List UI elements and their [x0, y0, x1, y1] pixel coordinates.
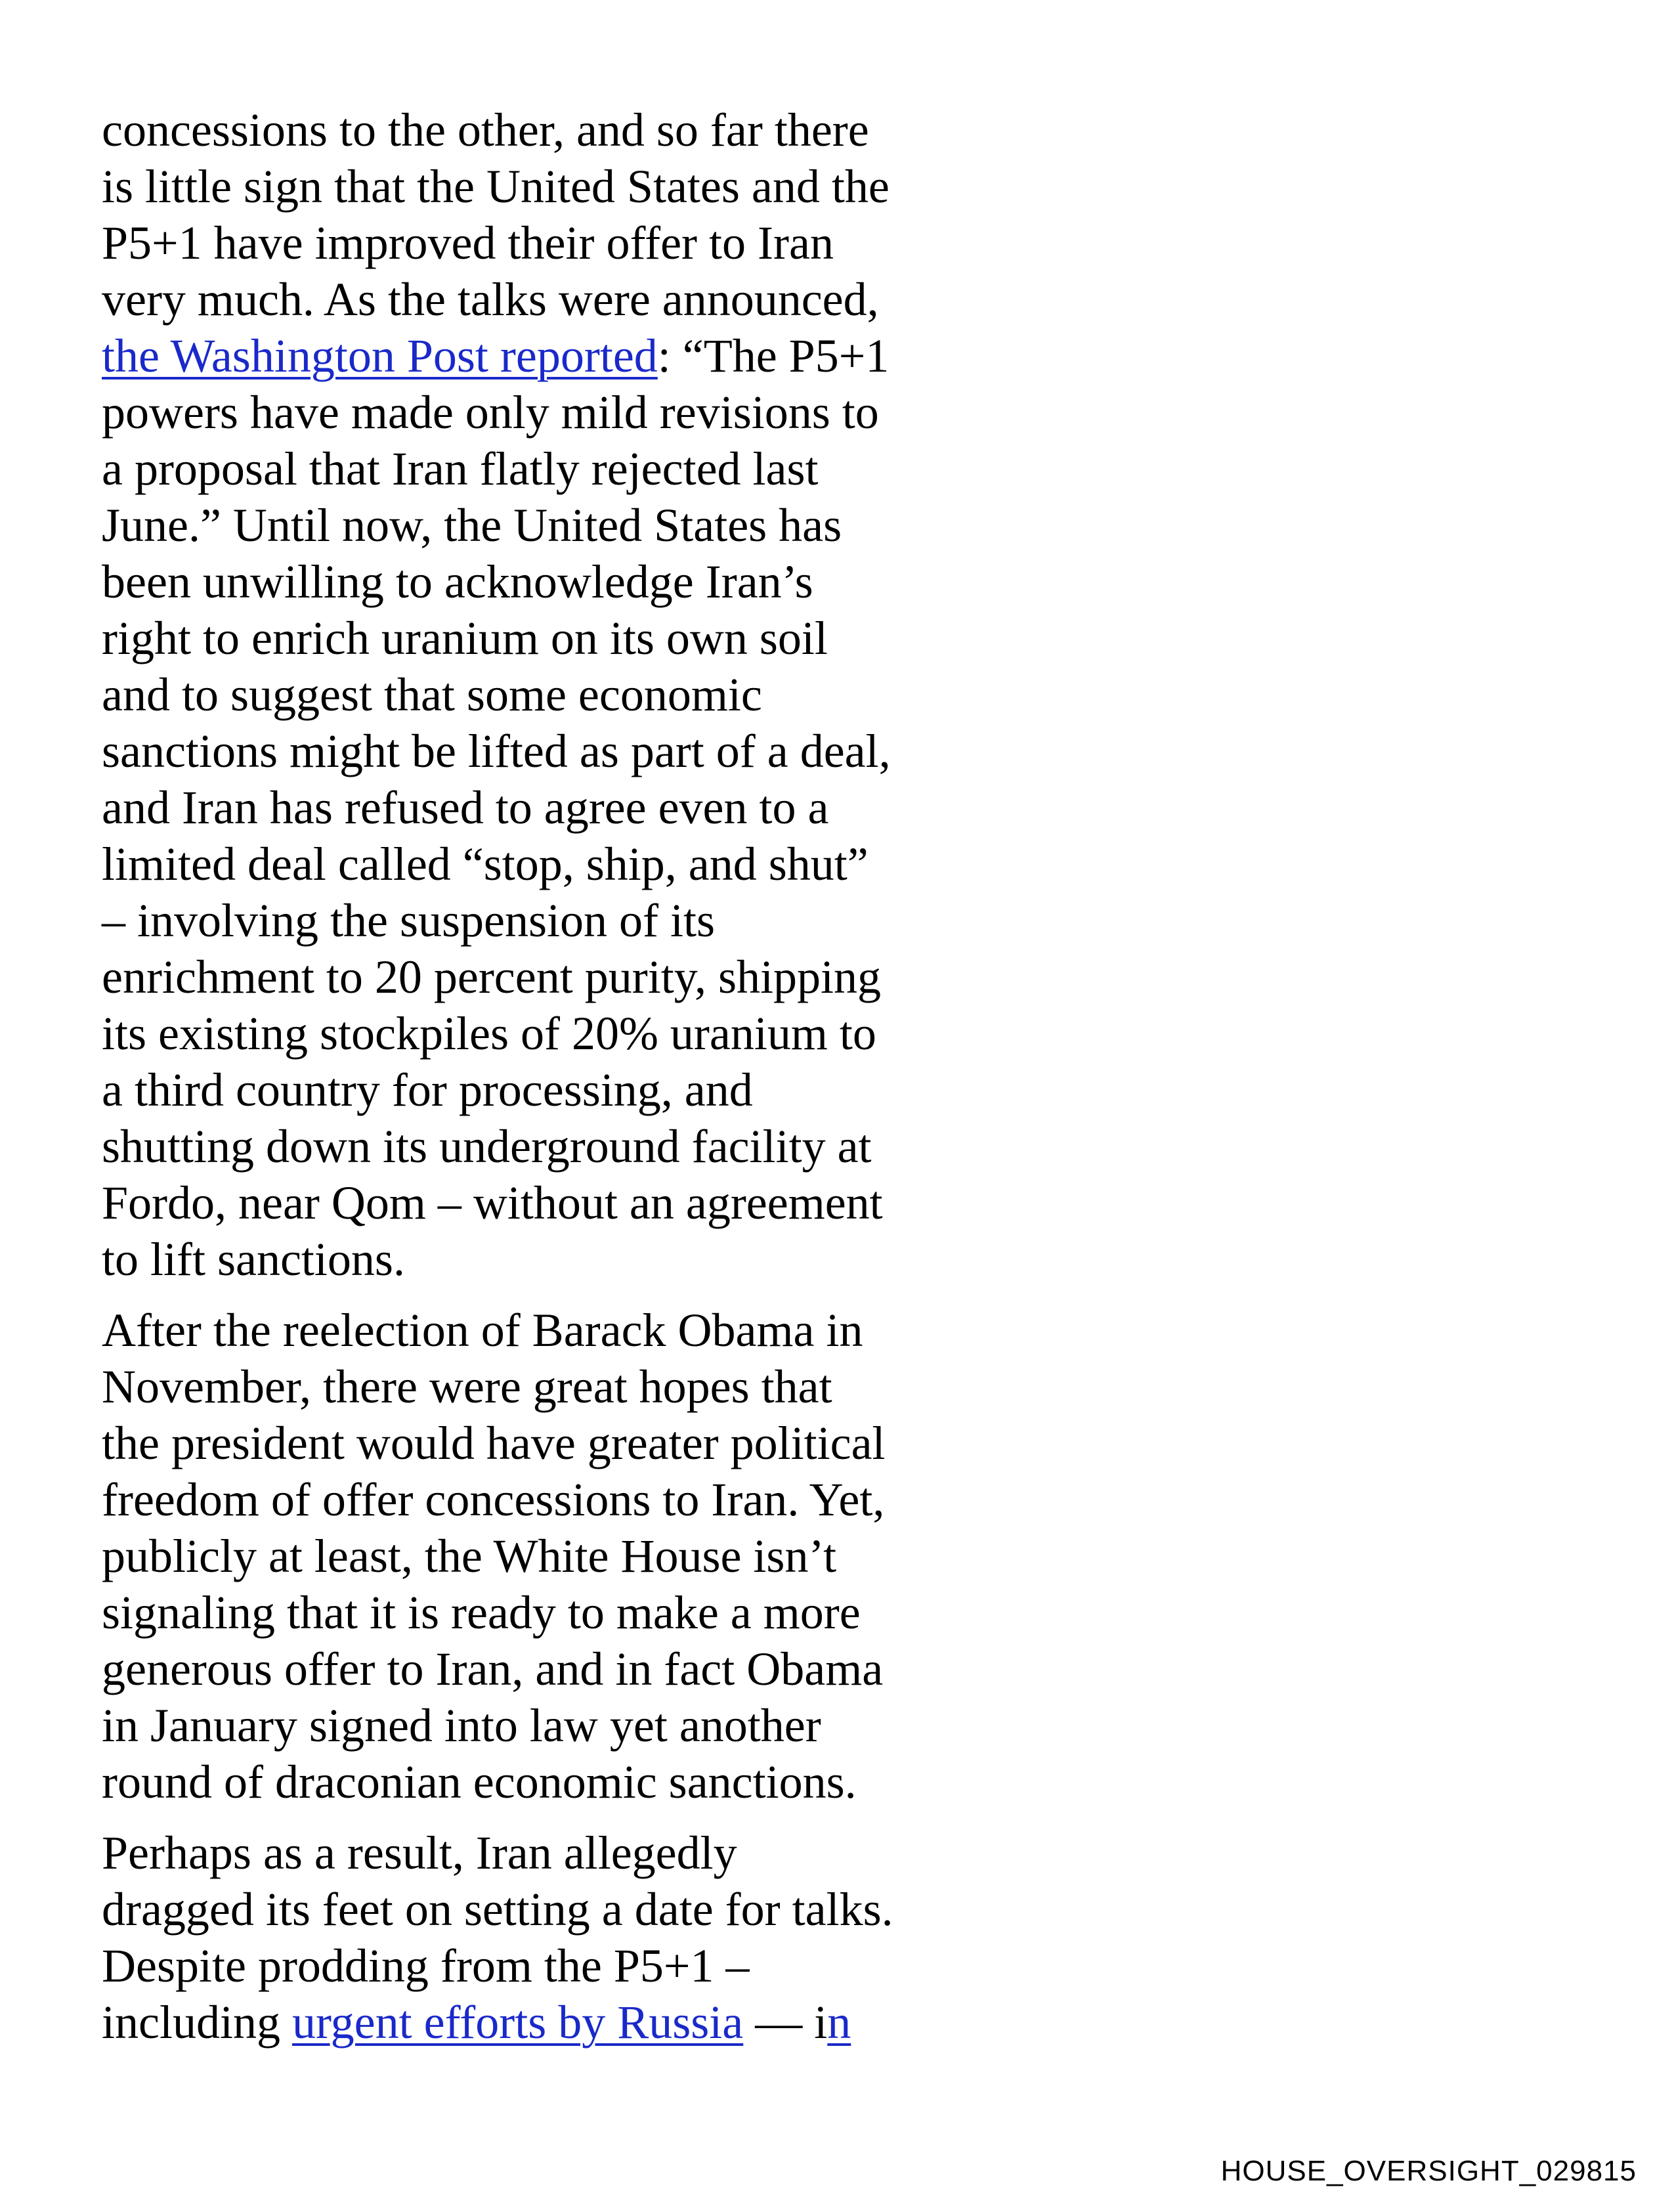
text-line: June.” Until now, the United States has — [102, 499, 842, 552]
text-line: a proposal that Iran flatly rejected last — [102, 443, 819, 495]
text-line: After the reelection of Barack Obama in — [102, 1304, 863, 1356]
paragraph-3 — [102, 1825, 935, 2050]
text-line: enrichment to 20 percent purity, shipping — [102, 951, 882, 1003]
russia-efforts-link[interactable]: urgent efforts by Russia — [291, 1996, 744, 2049]
text-line: in January signed into law yet another — [102, 1699, 821, 1752]
text-line — [102, 1994, 935, 2050]
text-line: limited deal called “stop, ship, and shut” — [102, 838, 869, 890]
text-line: its existing stockpiles of 20% uranium to — [102, 1007, 876, 1060]
text-line: been unwilling to acknowledge Iran’s — [102, 555, 813, 608]
text-line: Perhaps as a result, Iran allegedly — [102, 1827, 737, 1879]
text-fragment: including — [102, 1996, 292, 2049]
paragraph-2 — [102, 1302, 935, 1810]
paragraph-1 — [102, 102, 935, 1288]
text-line: powers have made only mild revisions to — [102, 386, 879, 439]
text-line: November, there were great hopes that — [102, 1360, 832, 1413]
text-line: very much. As the talks were announced, — [102, 273, 879, 326]
washington-post-link[interactable]: the Washington Post reported — [102, 330, 658, 382]
text-line: and Iran has refused to agree even to a — [102, 781, 829, 834]
text-line: is little sign that the United States and the — [102, 160, 890, 213]
text-line: and to suggest that some economic — [102, 668, 762, 721]
text-line: Fordo, near Qom – without an agreement — [102, 1177, 883, 1229]
text-line: to lift sanctions. — [102, 1233, 405, 1286]
text-line: round of draconian economic sanctions. — [102, 1756, 857, 1808]
text-fragment: — i — [743, 1996, 828, 2049]
text-line: freedom of offer concessions to Iran. Yet, — [102, 1473, 885, 1526]
text-line: Despite prodding from the P5+1 – — [102, 1940, 750, 1992]
text-fragment: : “The P5+1 — [657, 330, 890, 382]
text-line: a third country for processing, and — [102, 1064, 753, 1116]
text-line: signaling that it is ready to make a more — [102, 1586, 861, 1639]
article-column — [102, 102, 935, 2065]
text-line: right to enrich uranium on its own soil — [102, 612, 828, 664]
text-line: dragged its feet on setting a date for talks. — [102, 1883, 893, 1936]
in-link[interactable]: n — [827, 1996, 851, 2049]
text-line: publicly at least, the White House isn’t — [102, 1530, 837, 1582]
text-line: P5+1 have improved their offer to Iran — [102, 217, 834, 269]
text-line: sanctions might be lifted as part of a deal, — [102, 725, 891, 777]
text-line: generous offer to Iran, and in fact Obama — [102, 1643, 884, 1695]
text-line: – involving the suspension of its — [102, 894, 715, 947]
bates-number: HOUSE_OVERSIGHT_029815 — [1220, 2155, 1637, 2187]
text-line: the president would have greater political — [102, 1417, 886, 1469]
text-line — [102, 328, 935, 384]
text-line: concessions to the other, and so far there — [102, 104, 869, 156]
text-line: shutting down its underground facility at — [102, 1120, 872, 1173]
